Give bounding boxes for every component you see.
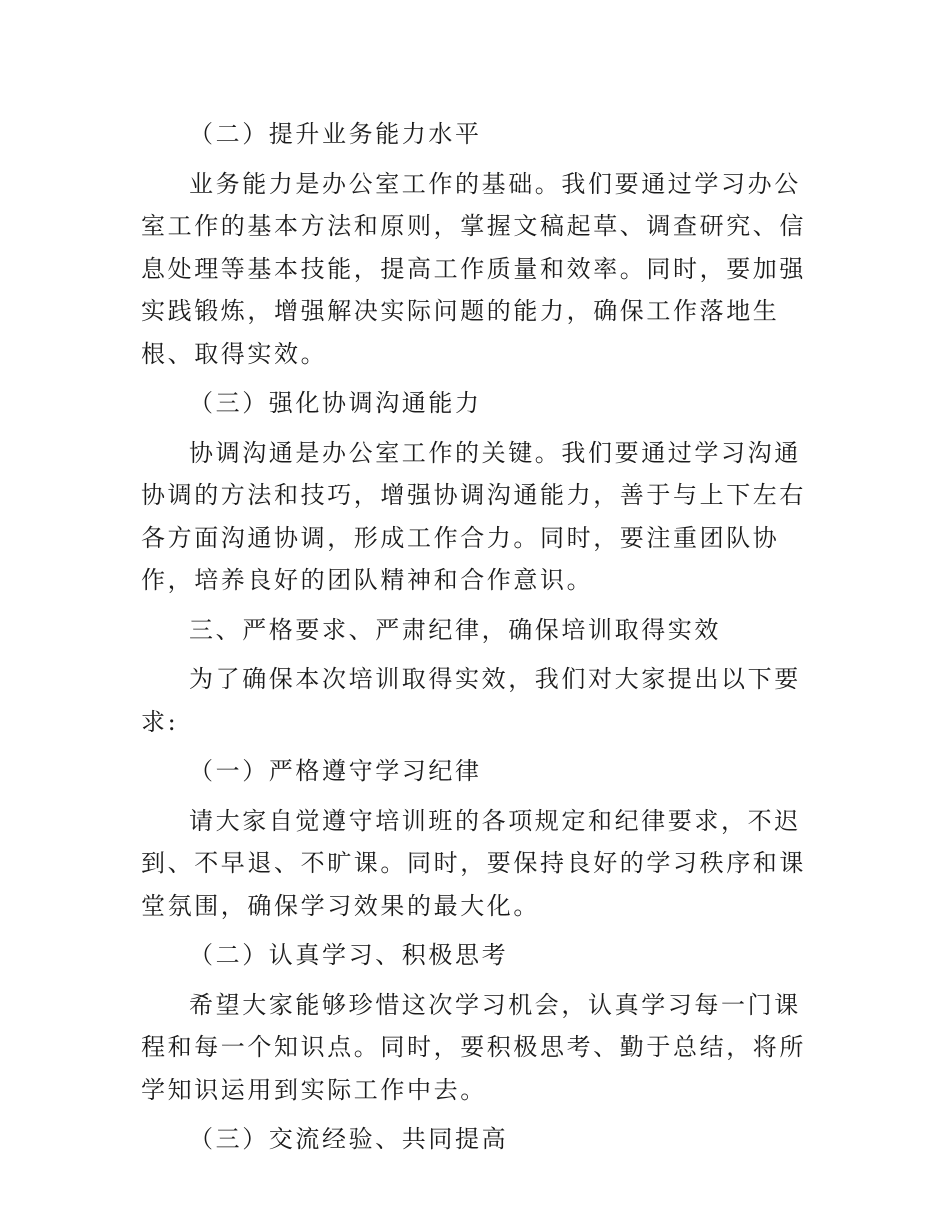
section-heading-study-seriously: （二）认真学习、积极思考 [189, 941, 509, 969]
section-heading-coordination-communication: （三）强化协调沟通能力 [189, 389, 482, 417]
paragraph-business-ability: 业务能力是办公室工作的基础。我们要通过学习办公室工作的基本方法和原则，掌握文稿起草、调查研究、信息处理等基本技能，提高工作质量和效率。同时，要加强实践锻炼，增强解决实际问题的能力，确保工作落地生根、取得实效。 [141, 169, 806, 368]
paragraph-study-seriously: 希望大家能够珍惜这次学习机会，认真学习每一门课程和每一个知识点。同时，要积极思考、勤于总结，将所学知识运用到实际工作中去。 [141, 990, 806, 1104]
paragraph-coordination-communication: 协调沟通是办公室工作的关键。我们要通过学习沟通协调的方法和技巧，增强协调沟通能力，善于与上下左右各方面沟通协调，形成工作合力。同时，要注重团队协作，培养良好的团队精神和合作意识。 [141, 438, 806, 594]
section-heading-observe-discipline: （一）严格遵守学习纪律 [189, 757, 482, 785]
paragraph-requirements-intro: 为了确保本次培训取得实效，我们对大家提出以下要求: [141, 665, 801, 736]
section-heading-exchange-experience: （三）交流经验、共同提高 [189, 1125, 509, 1153]
section-heading-improve-business-ability: （二）提升业务能力水平 [189, 120, 482, 148]
paragraph-observe-discipline: 请大家自觉遵守培训班的各项规定和纪律要求，不迟到、不早退、不旷课。同时，要保持良好的学习秩序和课堂氛围，确保学习效果的最大化。 [141, 806, 806, 920]
document-body [141, 113, 813, 1161]
section-heading-strict-requirements: 三、严格要求、严肃纪律，确保培训取得实效 [189, 615, 721, 644]
